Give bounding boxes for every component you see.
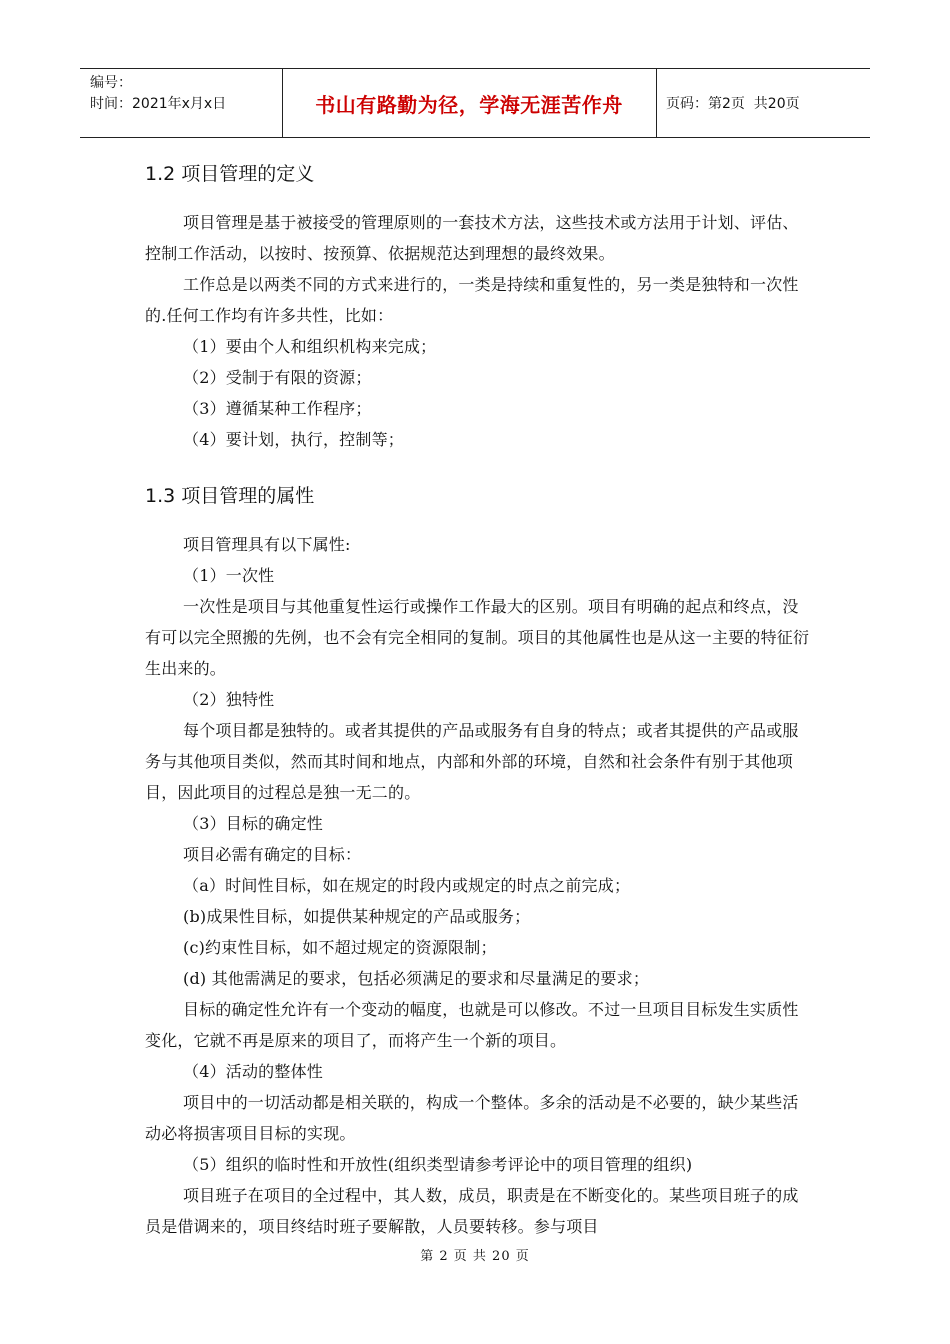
document-number-label: 编号： xyxy=(90,75,132,91)
header-divider xyxy=(656,69,657,137)
list-item: （a）时间性目标，如在规定的时段内或规定的时点之前完成； xyxy=(183,876,631,895)
list-item: (d) 其他需满足的要求，包括必须满足的要求和尽量满足的要求； xyxy=(183,969,650,988)
paragraph: 项目班子在项目的全过程中，其人数，成员，职责是在不断变化的。某些项目班子的成员是借调来的，项目终结时班子要解散，人员要转移。参与项目 xyxy=(145,1186,799,1236)
paragraph: 项目管理具有以下属性: xyxy=(183,535,351,554)
document-date: 时间：2021年x月x日 xyxy=(90,96,227,112)
list-item: (b)成果性目标，如提供某种规定的产品或服务； xyxy=(183,907,531,926)
header-page-info: 页码：第2页 共20页 xyxy=(666,96,800,112)
document-body xyxy=(145,155,810,1242)
section-heading: 1.3 项目管理的属性 xyxy=(145,485,315,507)
paragraph: 项目管理是基于被接受的管理原则的一套技术方法，这些技术或方法用于计划、评估、控制工作活动，以按时、按预算、依据规范达到理想的最终效果。 xyxy=(145,213,799,263)
paragraph: 目标的确定性允许有一个变动的幅度，也就是可以修改。不过一旦项目目标发生实质性变化，它就不再是原来的项目了，而将产生一个新的项目。 xyxy=(145,1000,799,1050)
list-item: （1）要由个人和组织机构来完成； xyxy=(183,337,437,356)
header-motto: 书山有路勤为径，学海无涯苦作舟 xyxy=(315,92,623,117)
paragraph: 项目必需有确定的目标： xyxy=(183,845,362,864)
paragraph: 项目中的一切活动都是相关联的，构成一个整体。多余的活动是不必要的，缺少某些活动必将损害项目目标的实现。 xyxy=(145,1093,799,1143)
subheading: （1）一次性 xyxy=(183,566,275,585)
header-meta xyxy=(90,73,226,115)
list-item: （2）受制于有限的资源； xyxy=(183,368,372,387)
subheading: （2）独特性 xyxy=(183,690,275,709)
page-header xyxy=(80,68,870,138)
paragraph: 每个项目都是独特的。或者其提供的产品或服务有自身的特点；或者其提供的产品或服务与其他项目类似，然而其时间和地点，内部和外部的环境，自然和社会条件有别于其他项目，因此项目的过程总是独一无二的。 xyxy=(145,721,799,802)
list-item: （3）遵循某种工作程序； xyxy=(183,399,372,418)
list-item: （4）要计划，执行，控制等； xyxy=(183,430,404,449)
subheading: （5）组织的临时性和开放性(组织类型请参考评论中的项目管理的组织) xyxy=(183,1155,693,1174)
paragraph: 工作总是以两类不同的方式来进行的，一类是持续和重复性的，另一类是独特和一次性的.任何工作均有许多共性，比如： xyxy=(145,275,799,325)
page-footer: 第 2 页 共 20 页 xyxy=(420,1249,530,1264)
subheading: （4）活动的整体性 xyxy=(183,1062,323,1081)
section-heading: 1.2 项目管理的定义 xyxy=(145,163,315,185)
subheading: （3）目标的确定性 xyxy=(183,814,323,833)
list-item: (c)约束性目标，如不超过规定的资源限制； xyxy=(183,938,497,957)
paragraph: 一次性是项目与其他重复性运行或操作工作最大的区别。项目有明确的起点和终点，没有可以完全照搬的先例，也不会有完全相同的复制。项目的其他属性也是从这一主要的特征衍生出来的。 xyxy=(145,597,810,678)
